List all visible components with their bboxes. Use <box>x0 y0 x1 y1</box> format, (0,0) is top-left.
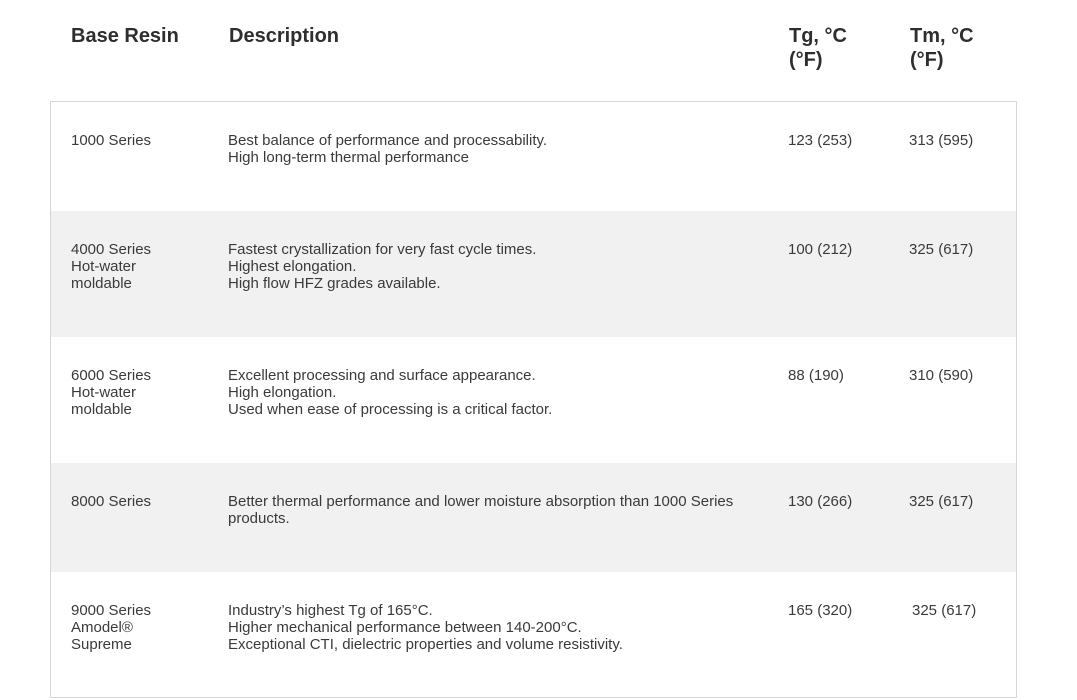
description-line: Higher mechanical performance between 140-200°C. <box>228 619 582 636</box>
description-line: Industry’s highest Tg of 165°C. <box>228 602 433 619</box>
table-row <box>51 211 1017 337</box>
resin-line: Hot-water <box>71 258 137 275</box>
tm-cell: 325 (617) <box>909 493 974 510</box>
header-tg-line1: Tg, °C <box>789 25 847 47</box>
resin-line: 1000 Series <box>71 132 152 149</box>
resin-line: 6000 Series <box>71 367 152 384</box>
resin-line: 4000 Series <box>71 241 152 258</box>
tm-cell: 325 (617) <box>909 241 974 258</box>
resin-line: moldable <box>71 401 132 418</box>
tg-cell: 100 (212) <box>788 241 853 258</box>
description-cell <box>228 241 748 292</box>
description-line: Used when ease of processing is a critical factor. <box>228 401 553 418</box>
table-header <box>0 0 1077 101</box>
tm-cell: 313 (595) <box>909 132 974 149</box>
description-cell <box>228 602 748 653</box>
resin-table <box>50 101 1017 698</box>
resin-line: 9000 Series <box>71 602 152 619</box>
description-line: Better thermal performance and lower moisture absorption than 1000 Series <box>228 493 734 510</box>
header-description: Description <box>229 25 340 47</box>
description-line: Excellent processing and surface appearance. <box>228 367 536 384</box>
header-tg-line2: (°F) <box>789 49 823 71</box>
description-line: Fastest crystallization for very fast cycle times. <box>228 241 537 258</box>
table-row <box>51 572 1017 698</box>
resin-line: Hot-water <box>71 384 137 401</box>
resin-line: Amodel® <box>71 619 133 636</box>
description-line: High long-term thermal performance <box>228 149 469 166</box>
description-cell <box>228 493 748 527</box>
resin-cell <box>71 602 201 653</box>
tg-cell: 165 (320) <box>788 602 853 619</box>
resin-line: Supreme <box>71 636 132 653</box>
description-line: High elongation. <box>228 384 337 401</box>
table-row <box>51 102 1017 211</box>
description-line: Exceptional CTI, dielectric properties and volume resistivity. <box>228 636 623 653</box>
description-line: High flow HFZ grades available. <box>228 275 441 292</box>
header-tm-line1: Tm, °C <box>910 25 974 47</box>
tg-cell: 130 (266) <box>788 493 853 510</box>
header-tg <box>789 24 847 72</box>
resin-cell <box>71 367 201 418</box>
resin-cell <box>71 241 201 292</box>
resin-cell <box>71 493 201 510</box>
tg-cell: 88 (190) <box>788 367 844 384</box>
header-base-resin: Base Resin <box>71 25 179 47</box>
tg-cell: 123 (253) <box>788 132 853 149</box>
table-row <box>51 337 1017 463</box>
header-tm-line2: (°F) <box>910 49 944 71</box>
description-line: Best balance of performance and processability. <box>228 132 548 149</box>
tm-cell: 310 (590) <box>909 367 974 384</box>
description-cell <box>228 367 748 418</box>
table-row <box>51 463 1017 572</box>
resin-line: moldable <box>71 275 132 292</box>
description-cell <box>228 132 748 166</box>
resin-cell <box>71 132 201 149</box>
header-tm <box>910 24 974 72</box>
tm-cell: 325 (617) <box>912 602 977 619</box>
description-line: products. <box>228 510 290 527</box>
description-line: Highest elongation. <box>228 258 357 275</box>
resin-line: 8000 Series <box>71 493 152 510</box>
